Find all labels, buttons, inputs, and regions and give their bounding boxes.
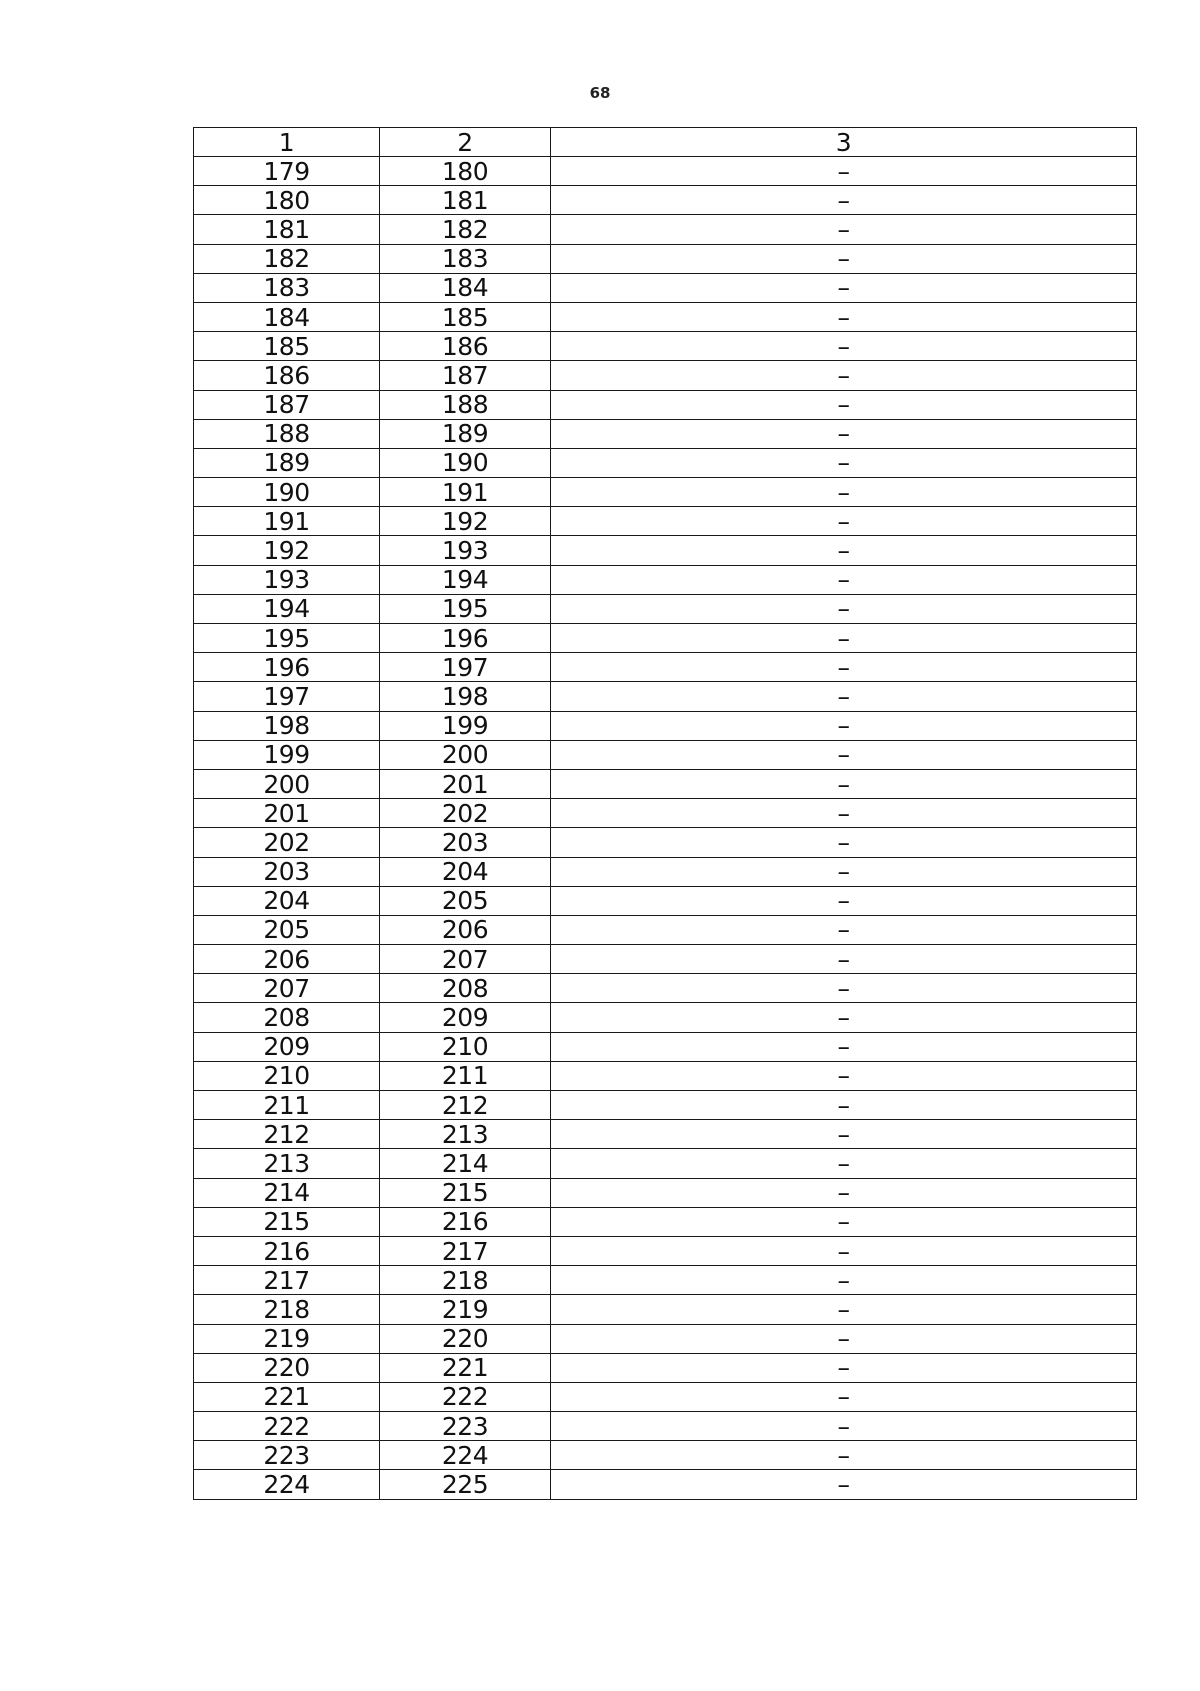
table-row	[194, 974, 1137, 1003]
table-cell-col-3: –	[551, 1120, 1137, 1149]
table-cell-col-1: 210	[194, 1061, 380, 1090]
table-row	[194, 769, 1137, 798]
column-header-2: 2	[380, 128, 551, 157]
table-cell-col-2: 197	[380, 653, 551, 682]
table-cell-col-2: 190	[380, 448, 551, 477]
table-cell-col-3: –	[551, 886, 1137, 915]
table-cell-col-3: –	[551, 448, 1137, 477]
table-cell-col-1: 200	[194, 769, 380, 798]
table-row	[194, 857, 1137, 886]
table-cell-col-1: 223	[194, 1441, 380, 1470]
table-row	[194, 594, 1137, 623]
table-header	[194, 128, 1137, 157]
table-cell-col-2: 221	[380, 1353, 551, 1382]
table-cell-col-3: –	[551, 624, 1137, 653]
table-cell-col-1: 181	[194, 215, 380, 244]
table-row	[194, 1324, 1137, 1353]
table-row	[194, 653, 1137, 682]
table-cell-col-3: –	[551, 1324, 1137, 1353]
table-cell-col-3: –	[551, 1003, 1137, 1032]
table-row	[194, 1178, 1137, 1207]
data-table	[193, 127, 1137, 1500]
table-cell-col-3: –	[551, 273, 1137, 302]
table-cell-col-3: –	[551, 1207, 1137, 1236]
table-cell-col-2: 207	[380, 945, 551, 974]
table-cell-col-1: 209	[194, 1032, 380, 1061]
table-cell-col-2: 224	[380, 1441, 551, 1470]
table-row	[194, 1091, 1137, 1120]
table-cell-col-2: 219	[380, 1295, 551, 1324]
table-cell-col-1: 198	[194, 711, 380, 740]
table-cell-col-2: 185	[380, 302, 551, 331]
table-row	[194, 273, 1137, 302]
table-cell-col-2: 181	[380, 186, 551, 215]
table-cell-col-3: –	[551, 769, 1137, 798]
table-row	[194, 1120, 1137, 1149]
table-cell-col-2: 200	[380, 740, 551, 769]
table-row	[194, 1061, 1137, 1090]
table-row	[194, 886, 1137, 915]
table-cell-col-2: 195	[380, 594, 551, 623]
table-row	[194, 1266, 1137, 1295]
table-cell-col-3: –	[551, 157, 1137, 186]
table-cell-col-3: –	[551, 478, 1137, 507]
table-cell-col-3: –	[551, 1149, 1137, 1178]
table-cell-col-2: 208	[380, 974, 551, 1003]
table-cell-col-3: –	[551, 565, 1137, 594]
table-cell-col-3: –	[551, 857, 1137, 886]
table-cell-col-1: 219	[194, 1324, 380, 1353]
column-header-1: 1	[194, 128, 380, 157]
column-header-3: 3	[551, 128, 1137, 157]
table-row	[194, 740, 1137, 769]
table-cell-col-2: 209	[380, 1003, 551, 1032]
table-row	[194, 448, 1137, 477]
table-row	[194, 1032, 1137, 1061]
table-cell-col-3: –	[551, 507, 1137, 536]
table-cell-col-3: –	[551, 1412, 1137, 1441]
table-cell-col-3: –	[551, 244, 1137, 273]
table-cell-col-2: 220	[380, 1324, 551, 1353]
table-row	[194, 1003, 1137, 1032]
table-cell-col-2: 210	[380, 1032, 551, 1061]
table-cell-col-2: 196	[380, 624, 551, 653]
table-cell-col-1: 213	[194, 1149, 380, 1178]
table-cell-col-3: –	[551, 653, 1137, 682]
table-cell-col-1: 182	[194, 244, 380, 273]
table-cell-col-3: –	[551, 536, 1137, 565]
table-cell-col-1: 220	[194, 1353, 380, 1382]
table-cell-col-2: 213	[380, 1120, 551, 1149]
table-cell-col-3: –	[551, 1382, 1137, 1411]
table-cell-col-2: 222	[380, 1382, 551, 1411]
table-row	[194, 1441, 1137, 1470]
table-cell-col-3: –	[551, 1178, 1137, 1207]
table-cell-col-2: 217	[380, 1236, 551, 1265]
table-cell-col-3: –	[551, 186, 1137, 215]
table-cell-col-3: –	[551, 828, 1137, 857]
table-row	[194, 915, 1137, 944]
table-cell-col-1: 196	[194, 653, 380, 682]
table-cell-col-1: 202	[194, 828, 380, 857]
table-cell-col-2: 211	[380, 1061, 551, 1090]
table-cell-col-3: –	[551, 682, 1137, 711]
table-cell-col-3: –	[551, 1441, 1137, 1470]
table-cell-col-2: 187	[380, 361, 551, 390]
table-cell-col-1: 208	[194, 1003, 380, 1032]
table-cell-col-2: 182	[380, 215, 551, 244]
table-row	[194, 1207, 1137, 1236]
table-cell-col-1: 189	[194, 448, 380, 477]
table-cell-col-2: 193	[380, 536, 551, 565]
table-row	[194, 1295, 1137, 1324]
table-cell-col-1: 224	[194, 1470, 380, 1499]
table-row	[194, 565, 1137, 594]
table-cell-col-1: 193	[194, 565, 380, 594]
table-cell-col-2: 188	[380, 390, 551, 419]
table-cell-col-3: –	[551, 799, 1137, 828]
table-cell-col-2: 216	[380, 1207, 551, 1236]
header-row	[194, 128, 1137, 157]
table-cell-col-2: 218	[380, 1266, 551, 1295]
table-cell-col-1: 215	[194, 1207, 380, 1236]
table-cell-col-1: 184	[194, 302, 380, 331]
table-cell-col-1: 216	[194, 1236, 380, 1265]
table-cell-col-2: 203	[380, 828, 551, 857]
table-cell-col-1: 205	[194, 915, 380, 944]
table-cell-col-1: 192	[194, 536, 380, 565]
table-row	[194, 157, 1137, 186]
table-cell-col-1: 214	[194, 1178, 380, 1207]
table-cell-col-1: 221	[194, 1382, 380, 1411]
table-cell-col-3: –	[551, 1295, 1137, 1324]
table-cell-col-3: –	[551, 419, 1137, 448]
table-cell-col-2: 189	[380, 419, 551, 448]
table-cell-col-3: –	[551, 1236, 1137, 1265]
table-row	[194, 1236, 1137, 1265]
table-cell-col-3: –	[551, 1091, 1137, 1120]
table-cell-col-2: 215	[380, 1178, 551, 1207]
table-cell-col-3: –	[551, 740, 1137, 769]
table-cell-col-1: 186	[194, 361, 380, 390]
table-cell-col-3: –	[551, 974, 1137, 1003]
table-cell-col-2: 205	[380, 886, 551, 915]
table-cell-col-2: 199	[380, 711, 551, 740]
table-cell-col-3: –	[551, 390, 1137, 419]
table-cell-col-1: 206	[194, 945, 380, 974]
table-row	[194, 215, 1137, 244]
table-row	[194, 536, 1137, 565]
table-cell-col-2: 198	[380, 682, 551, 711]
page-number: 68	[589, 84, 611, 102]
table-cell-col-1: 201	[194, 799, 380, 828]
table-row	[194, 302, 1137, 331]
table-cell-col-2: 201	[380, 769, 551, 798]
table-cell-col-1: 211	[194, 1091, 380, 1120]
table-cell-col-3: –	[551, 302, 1137, 331]
table-cell-col-1: 180	[194, 186, 380, 215]
table-cell-col-2: 183	[380, 244, 551, 273]
table-cell-col-2: 180	[380, 157, 551, 186]
table-cell-col-2: 223	[380, 1412, 551, 1441]
table-cell-col-3: –	[551, 1353, 1137, 1382]
table-cell-col-1: 204	[194, 886, 380, 915]
table-cell-col-1: 188	[194, 419, 380, 448]
table-cell-col-3: –	[551, 915, 1137, 944]
table-cell-col-1: 195	[194, 624, 380, 653]
table-cell-col-2: 202	[380, 799, 551, 828]
table-cell-col-1: 187	[194, 390, 380, 419]
table-row	[194, 945, 1137, 974]
table-cell-col-3: –	[551, 1266, 1137, 1295]
table-row	[194, 1412, 1137, 1441]
table-row	[194, 361, 1137, 390]
table-cell-col-3: –	[551, 945, 1137, 974]
table-cell-col-3: –	[551, 332, 1137, 361]
table-cell-col-1: 199	[194, 740, 380, 769]
table-cell-col-3: –	[551, 361, 1137, 390]
table-cell-col-2: 184	[380, 273, 551, 302]
table-cell-col-3: –	[551, 215, 1137, 244]
table-cell-col-2: 225	[380, 1470, 551, 1499]
table-cell-col-2: 206	[380, 915, 551, 944]
table-cell-col-3: –	[551, 594, 1137, 623]
table-cell-col-2: 194	[380, 565, 551, 594]
table-row	[194, 507, 1137, 536]
table-cell-col-1: 218	[194, 1295, 380, 1324]
table-row	[194, 332, 1137, 361]
table-cell-col-1: 194	[194, 594, 380, 623]
table-row	[194, 1149, 1137, 1178]
table-cell-col-1: 197	[194, 682, 380, 711]
table-row	[194, 419, 1137, 448]
table-row	[194, 828, 1137, 857]
table-row	[194, 799, 1137, 828]
table-cell-col-3: –	[551, 1032, 1137, 1061]
table-cell-col-2: 212	[380, 1091, 551, 1120]
table-cell-col-2: 186	[380, 332, 551, 361]
table-cell-col-1: 179	[194, 157, 380, 186]
table-body	[194, 157, 1137, 1500]
table-cell-col-1: 185	[194, 332, 380, 361]
table-cell-col-3: –	[551, 1061, 1137, 1090]
table-row	[194, 1353, 1137, 1382]
table-cell-col-2: 191	[380, 478, 551, 507]
table-cell-col-2: 204	[380, 857, 551, 886]
table-row	[194, 478, 1137, 507]
table-row	[194, 624, 1137, 653]
table-cell-col-1: 222	[194, 1412, 380, 1441]
table-cell-col-1: 212	[194, 1120, 380, 1149]
table-cell-col-3: –	[551, 1470, 1137, 1499]
table-row	[194, 244, 1137, 273]
table-cell-col-2: 214	[380, 1149, 551, 1178]
table-cell-col-1: 191	[194, 507, 380, 536]
table-cell-col-1: 203	[194, 857, 380, 886]
table-cell-col-3: –	[551, 711, 1137, 740]
table-row	[194, 711, 1137, 740]
table-row	[194, 390, 1137, 419]
table-row	[194, 682, 1137, 711]
table-row	[194, 186, 1137, 215]
table-cell-col-1: 190	[194, 478, 380, 507]
table-cell-col-2: 192	[380, 507, 551, 536]
table-row	[194, 1470, 1137, 1499]
table-cell-col-1: 217	[194, 1266, 380, 1295]
table-cell-col-1: 207	[194, 974, 380, 1003]
table-cell-col-1: 183	[194, 273, 380, 302]
table-row	[194, 1382, 1137, 1411]
